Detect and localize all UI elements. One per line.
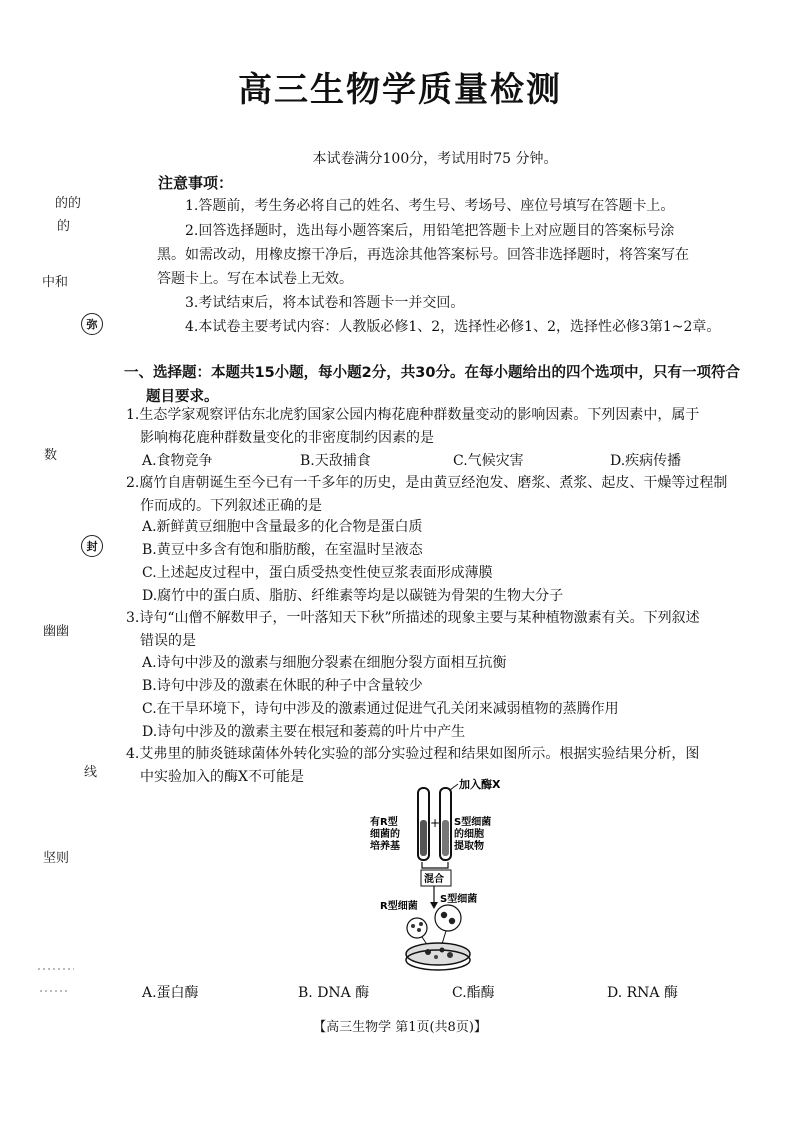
s-bacteria-bubble	[435, 905, 461, 931]
option-d[interactable]: D.诗句中涉及的激素主要在根冠和萎蔫的叶片中产生	[142, 724, 466, 740]
question-text: 错误的是	[140, 633, 196, 649]
question-2	[126, 472, 766, 518]
margin-text: 数	[44, 448, 58, 463]
question-1	[126, 404, 766, 450]
bacterium-dot	[441, 912, 447, 918]
tube-content	[442, 820, 449, 856]
bacterium-dot	[411, 924, 415, 928]
pointer-line	[442, 931, 446, 944]
left-label: 培养基	[370, 841, 400, 852]
colony	[434, 955, 438, 959]
question-text: 中实验加入的酶X不可能是	[140, 769, 304, 785]
question-text: 影响梅花鹿种群数量变化的非密度制约因素的是	[140, 430, 434, 446]
option-a[interactable]: A.新鲜黄豆细胞中含量最多的化合物是蛋白质	[142, 519, 423, 535]
margin-text: 幽幽	[43, 624, 70, 639]
option-d[interactable]: D.疾病传播	[610, 453, 682, 469]
notice-item: 答题卡上。写在本试卷上无效。	[157, 271, 353, 287]
right-label: 提取物	[454, 841, 484, 852]
r-bacteria-label: R型细菌	[380, 901, 418, 912]
left-label: 细菌的	[370, 829, 400, 840]
margin-text: 坚则	[43, 851, 70, 866]
notice-item: 黑。如需改动，用橡皮擦干净后，再选涂其他答案标号。回答非选择题时，将答案写在	[157, 247, 689, 263]
option-c[interactable]: C.气候灾害	[453, 453, 524, 469]
r-bacteria-bubble	[407, 918, 427, 938]
seal-mark: 弥	[81, 313, 103, 335]
bacterium-dot	[417, 928, 421, 932]
plus-sign: +	[430, 816, 441, 830]
question-text: 3.诗句“山僧不解数甲子，一叶落知天下秋”所描述的现象主要与某种植物激素有关。下列叙述	[126, 610, 700, 626]
notice-item: 2.回答选择题时，选出每小题答案后，用铅笔把答题卡上对应题目的答案标号涂	[185, 223, 675, 239]
question-text: 作而成的。下列叙述正确的是	[140, 498, 322, 514]
notice-item: 4.本试卷主要考试内容：人教版必修1、2，选择性必修1、2，选择性必修3第1~2章。	[185, 319, 721, 335]
page-footer: 【高三生物学 第1页(共8页)】	[313, 1020, 487, 1035]
mix-label: 混合	[424, 874, 444, 885]
margin-text: 中和	[42, 275, 69, 290]
exam-info: 本试卷满分100分，考试用时75 分钟。	[312, 151, 558, 167]
question-3	[126, 607, 766, 653]
s-bacteria-label: S型细菌	[440, 894, 478, 905]
right-label: 的细胞	[454, 829, 484, 840]
option-a[interactable]: A.蛋白酶	[142, 985, 199, 1001]
option-b[interactable]: B.黄豆中多含有饱和脂肪酸，在室温时呈液态	[142, 542, 423, 558]
question-text: 4.艾弗里的肺炎链球菌体外转化实验的部分实验过程和结果如图所示。根据实验结果分析，图	[126, 746, 700, 762]
notice-heading: 注意事项：	[158, 174, 234, 192]
option-d[interactable]: D. RNA 酶	[607, 985, 678, 1001]
scan-artifact	[38, 968, 74, 970]
margin-text: 的	[57, 219, 71, 234]
experiment-figure	[350, 776, 530, 976]
section-heading	[124, 361, 764, 409]
option-a[interactable]: A.食物竞争	[142, 453, 213, 469]
scan-artifact	[40, 990, 70, 992]
bacterium-dot	[419, 922, 423, 926]
colony	[447, 952, 453, 958]
question-text: 2.腐竹自唐朝诞生至今已有一千多年的历史，是由黄豆经泡发、磨浆、煮浆、起皮、干燥等过程制	[126, 475, 728, 491]
margin-text: 的的	[55, 196, 82, 211]
option-a[interactable]: A.诗句中涉及的激素与细胞分裂素在细胞分裂方面相互抗衡	[142, 655, 507, 671]
option-b[interactable]: B. DNA 酶	[298, 985, 370, 1001]
seal-mark: 封	[81, 535, 103, 557]
add-enzyme-label: 加入酶X	[459, 778, 501, 791]
page-title: 高三生物学质量检测	[238, 70, 562, 110]
option-c[interactable]: C.酯酶	[452, 985, 495, 1001]
question-text: 1.生态学家观察评估东北虎豹国家公园内梅花鹿种群数量变动的影响因素。下列因素中，属于	[126, 407, 700, 423]
option-c[interactable]: C.在干旱环境下，诗句中涉及的激素通过促进气孔关闭来减弱植物的蒸腾作用	[142, 701, 619, 717]
colony	[425, 949, 431, 955]
mix-bracket	[422, 862, 448, 868]
notice-item: 1.答题前，考生务必将自己的姓名、考生号、考场号、座位号填写在答题卡上。	[185, 198, 675, 214]
pointer-line	[450, 784, 458, 790]
option-b[interactable]: B.天敌捕食	[300, 453, 371, 469]
right-label: S型细菌	[454, 817, 492, 828]
section-line: 一、选择题：本题共15小题，每小题2分，共30分。在每小题给出的四个选项中，只有一项符合	[124, 365, 740, 381]
margin-text: 线	[84, 765, 98, 780]
bacterium-dot	[449, 918, 455, 924]
option-c[interactable]: C.上述起皮过程中，蛋白质受热变性使豆浆表面形成薄膜	[142, 565, 493, 581]
option-b[interactable]: B.诗句中涉及的激素在休眠的种子中含量较少	[142, 678, 423, 694]
notice-item: 3.考试结束后，将本试卷和答题卡一并交回。	[185, 295, 465, 311]
colony	[440, 948, 445, 953]
tube-content	[420, 820, 427, 856]
petri-dish	[406, 943, 470, 965]
left-label: 有R型	[370, 817, 398, 828]
option-d[interactable]: D.腐竹中的蛋白质、脂肪、纤维素等均是以碳链为骨架的生物大分子	[142, 588, 564, 604]
section-line: 题目要求。	[146, 389, 219, 405]
arrow-head-icon	[430, 902, 438, 909]
